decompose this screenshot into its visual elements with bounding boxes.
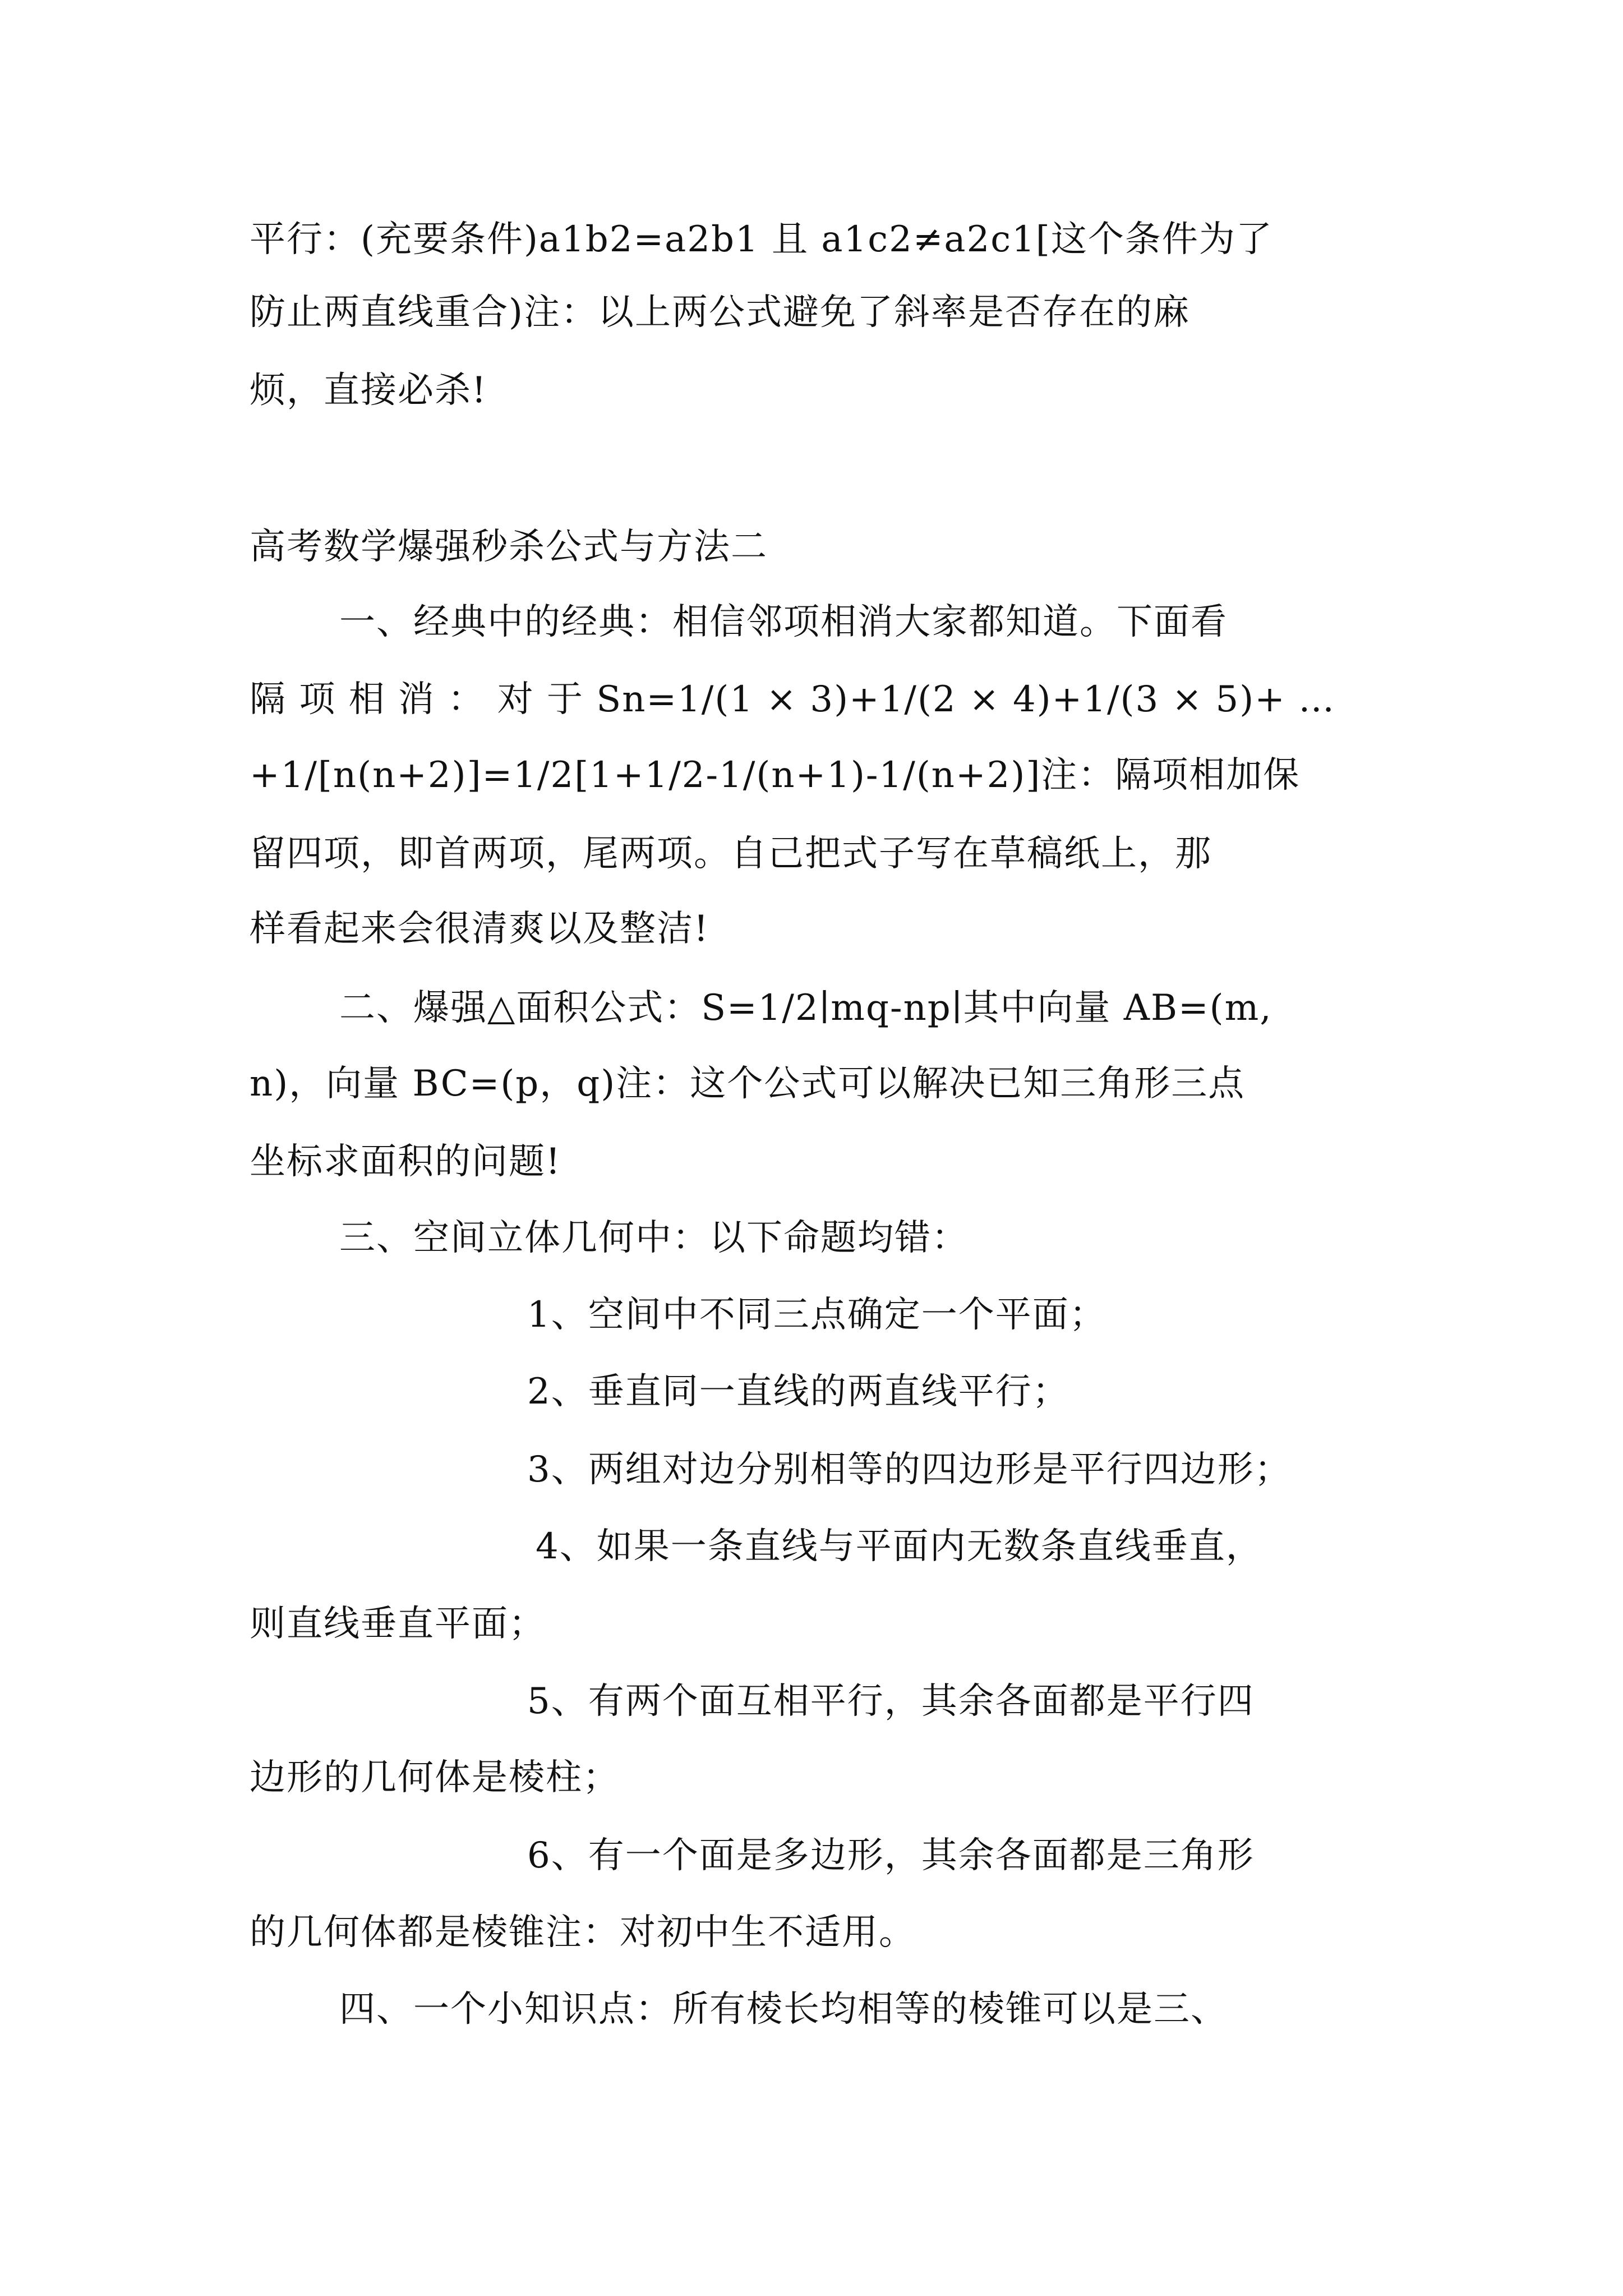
list-item: 2、垂直同一直线的两直线平行；: [527, 1371, 1069, 1412]
paragraph-line: 坐标求面积的问题!: [250, 1141, 561, 1182]
paragraph-line: 一、经典中的经典：相信邻项相消大家都知道。下面看: [339, 601, 1228, 643]
paragraph-line: 二、爆强△面积公式：S=1/2∣mq-np∣其中向量 AB=(m,: [339, 987, 1272, 1029]
list-heading: 三、空间立体几何中：以下命题均错：: [339, 1217, 969, 1259]
section-title: 高考数学爆强秒杀公式与方法二: [250, 526, 768, 568]
paragraph-line: 留四项，即首两项，尾两项。自己把式子写在草稿纸上，那: [250, 833, 1212, 875]
paragraph-line: 隔 项 相 消 ： 对 于 Sn=1/(1 × 3)+1/(2 × 4)+1/(3 × 5)+ …: [250, 679, 1336, 720]
list-item: 3、两组对边分别相等的四边形是平行四边形；: [527, 1449, 1292, 1490]
list-item: 1、空间中不同三点确定一个平面；: [527, 1294, 1106, 1336]
paragraph-line: 四、一个小知识点：所有棱长均相等的棱锥可以是三、: [339, 1989, 1228, 2030]
list-item: 4、如果一条直线与平面内无数条直线垂直，: [536, 1526, 1263, 1567]
list-item: 6、有一个面是多边形，其余各面都是三角形: [527, 1835, 1255, 1876]
paragraph-line: +1/[n(n+2)]=1/2[1+1/2-1/(n+1)-1/(n+2)]注：隔项相加保: [250, 754, 1301, 796]
list-item-continuation: 则直线垂直平面；: [250, 1603, 546, 1645]
list-item-continuation: 边形的几何体是棱柱；: [250, 1757, 620, 1798]
paragraph-line: n)，向量 BC=(p，q)注：这个公式可以解决已知三角形三点: [250, 1063, 1246, 1105]
paragraph-line: 平行：(充要条件)a1b2=a2b1 且 a1c2≠a2c1[这个条件为了: [250, 219, 1273, 260]
list-item-continuation: 的几何体都是棱锥注：对初中生不适用。: [250, 1912, 916, 1953]
list-item: 5、有两个面互相平行，其余各面都是平行四: [527, 1681, 1255, 1722]
paragraph-line: 烦，直接必杀!: [250, 370, 487, 411]
paragraph-line: 样看起来会很清爽以及整洁!: [250, 908, 709, 950]
paragraph-line: 防止两直线重合)注：以上两公式避免了斜率是否存在的麻: [250, 292, 1190, 333]
